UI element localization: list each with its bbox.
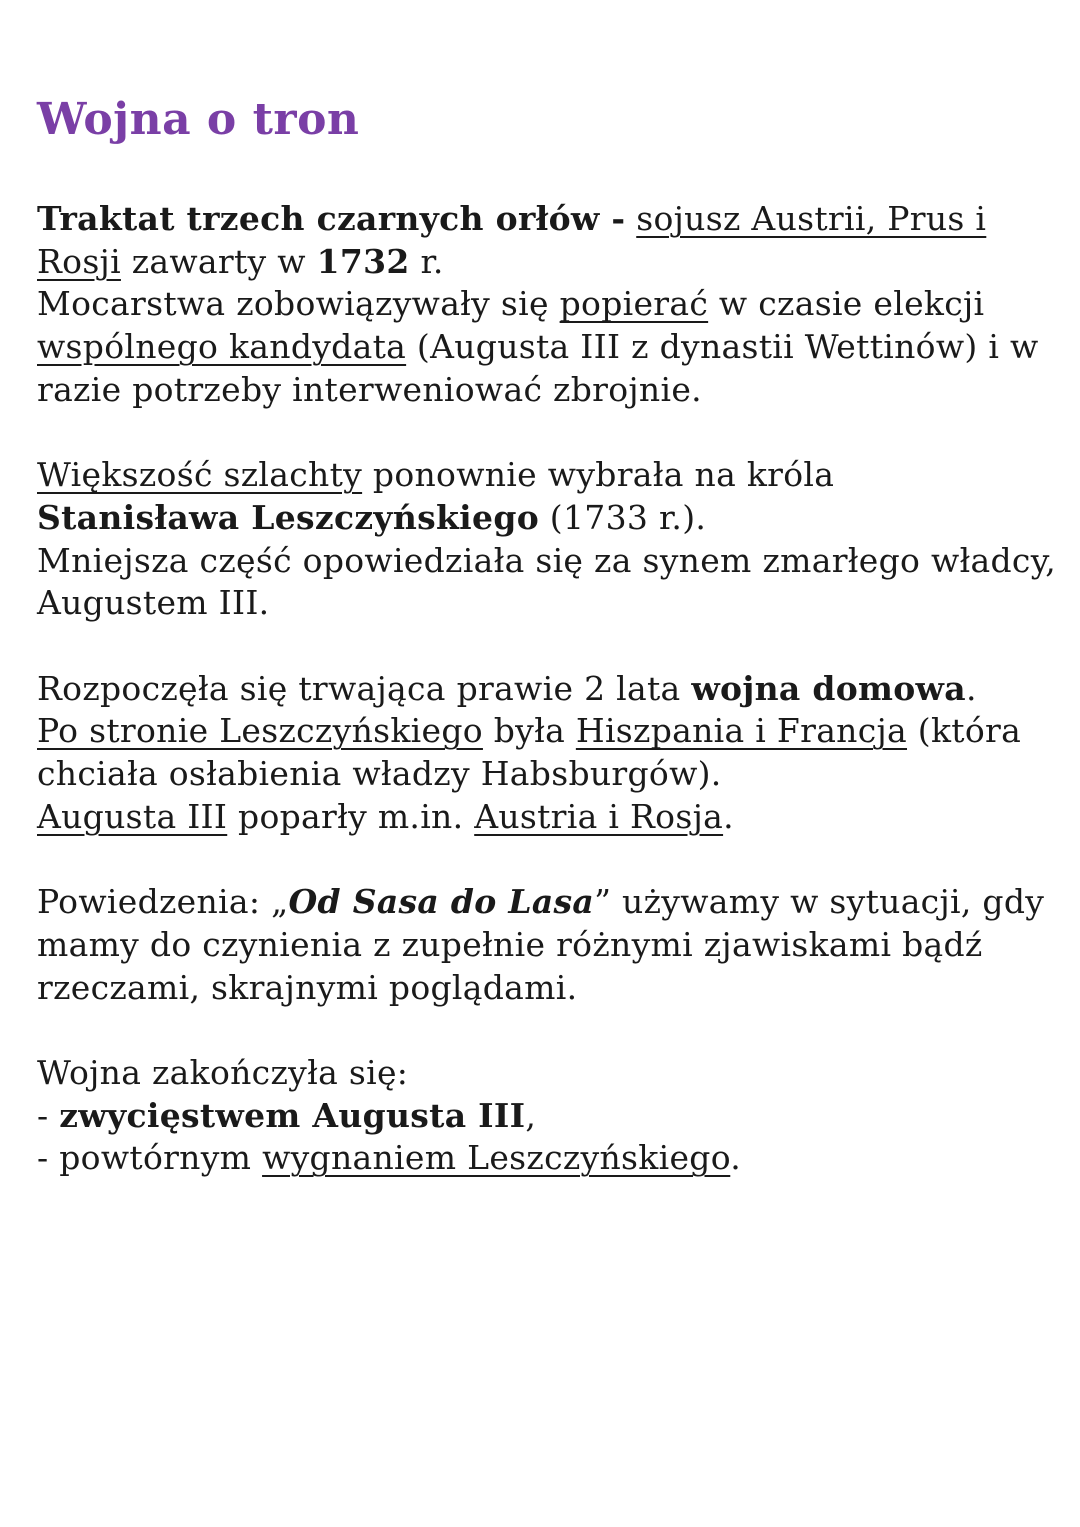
victory-text: zwycięstwem Augusta III [59, 1095, 526, 1135]
paragraph-treaty [37, 198, 1057, 412]
text-span: (która chciała osłabienia władzy Habsburgów). [37, 711, 1022, 794]
text-span: . [965, 668, 977, 708]
paragraph-war-end [37, 1052, 1057, 1180]
text-span: Rozpoczęła się trwająca prawie 2 lata [37, 668, 692, 708]
augustus-text: Augusta III [37, 796, 228, 836]
majority-nobility-text: Większość szlachty [37, 455, 363, 495]
common-candidate-text: wspólnego kandydata [37, 327, 407, 367]
leszczynski-name: Stanisława Leszczyńskiego [37, 497, 540, 537]
text-span: zawarty w [120, 241, 317, 281]
text-span: była [482, 711, 576, 751]
text-span: ” używamy w sytuacji, gdy mamy do czynienia z zupełnie różnymi zjawiskami bądź rzeczami, skrajnymi poglądami. [37, 882, 1045, 1007]
treaty-year: 1732 [316, 241, 410, 281]
text-span: Powiedzenia: „ [37, 882, 289, 922]
text-span: Mniejsza część opowiedziała się za synem zmarłego władcy, Augustem III. [37, 540, 1057, 623]
austria-russia-text: Austria i Rosja [474, 796, 724, 836]
paragraph-saying [37, 881, 1057, 1009]
text-span: . [730, 1138, 742, 1178]
paragraph-civil-war [37, 668, 1057, 839]
treaty-term: Traktat trzech czarnych orłów - [37, 199, 626, 238]
text-span: , [525, 1095, 537, 1135]
alliance-text: sojusz Austrii, Prus i Rosji [37, 199, 987, 281]
text-span: Wojna zakończyła się: [37, 1053, 409, 1092]
text-span: r. [409, 241, 444, 281]
text-span: ponownie wybrała na króla [362, 455, 835, 495]
leszczynski-side-text: Po stronie Leszczyńskiego [37, 711, 483, 751]
document-page [37, 88, 1057, 1223]
text-span: w czasie elekcji [708, 284, 985, 324]
text-span: (1733 r.). [539, 497, 707, 537]
text-span: . [723, 796, 734, 836]
text-span: - powtórnym [37, 1138, 263, 1178]
text-span: poparły m.in. [227, 796, 475, 836]
paragraph-election [37, 454, 1057, 625]
page-title: Wojna o tron [37, 94, 360, 145]
exile-text: wygnaniem Leszczyńskiego [262, 1138, 731, 1178]
text-span: - [37, 1095, 60, 1135]
support-text: popierać [559, 284, 709, 324]
civil-war-term: wojna domowa [691, 668, 966, 708]
spain-france-text: Hiszpania i Francja [575, 711, 908, 751]
text-span: (Augusta III z dynastii Wettinów) i w razie potrzeby interweniować zbrojnie. [37, 327, 1039, 409]
saying-text: Od Sasa do Lasa [288, 882, 595, 922]
text-span: Mocarstwa zobowiązywały się [37, 284, 560, 324]
